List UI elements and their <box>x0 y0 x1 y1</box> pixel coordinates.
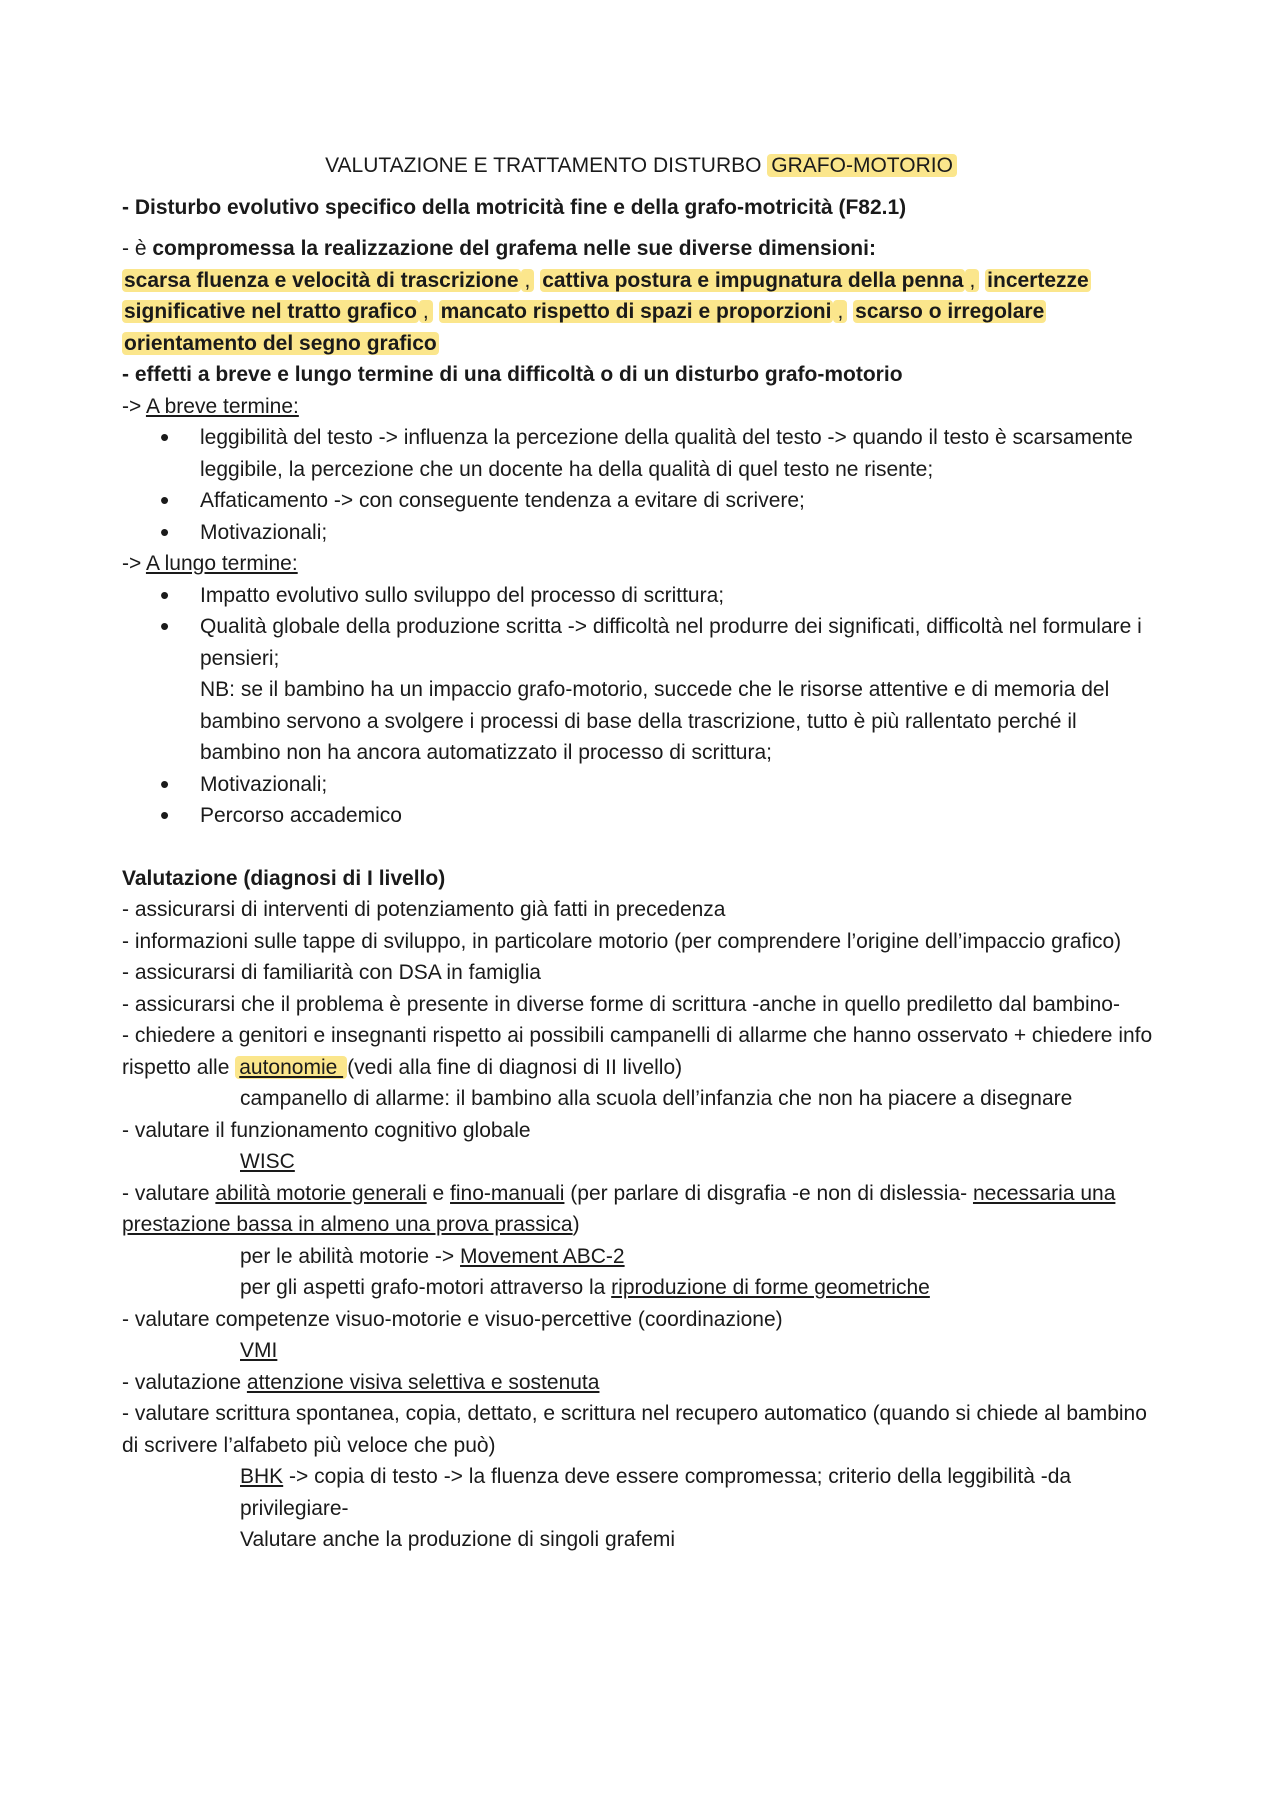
list-item: • Motivazionali; <box>200 517 1160 549</box>
spacer <box>122 223 1160 233</box>
valutazione-line: - assicurarsi di interventi di potenziamento già fatti in precedenza <box>122 898 726 921</box>
definition-text: - Disturbo evolutivo specifico della motricità fine e della grafo-motricità (F82.1) <box>122 195 907 219</box>
indented-note <box>122 1461 1160 1524</box>
long-term-prefix: -> <box>122 552 146 575</box>
paragraph-effetti <box>122 359 1160 391</box>
page-title <box>122 150 1160 182</box>
vmi-test: VMI <box>240 1339 278 1362</box>
wisc-test: WISC <box>240 1150 295 1173</box>
long-term-label: A lungo termine: <box>145 552 298 575</box>
line-text: - valutazione <box>122 1370 247 1394</box>
valutazione-line: - assicurarsi di familiarità con DSA in famiglia <box>122 961 541 984</box>
valutazione-heading <box>122 863 1160 895</box>
short-term-heading <box>122 391 1160 423</box>
list-item: • Percorso accademico <box>200 800 1160 832</box>
list-item: • Motivazionali; <box>200 769 1160 801</box>
symptom-d: mancato rispetto di spazi e proporzioni <box>440 300 832 323</box>
valutazione-line <box>122 1178 1160 1241</box>
nb-note: NB: se il bambino ha un impaccio grafo-motorio, succede che le risorse attentive e di memoria del bambino servono a svolgere i processi di base della trascrizione, tutto è più rallentato perché il bambino non ha ancora automatizzato il processo di scrittura; <box>200 678 1110 764</box>
indented-note <box>122 1241 1160 1273</box>
bhk-test: BHK <box>240 1465 284 1488</box>
symptom-e: scarso o irregolare orientamento del segno grafico <box>124 300 1045 355</box>
paragraph-definition <box>122 192 1160 224</box>
long-term-list <box>122 580 1160 832</box>
spacer <box>122 832 1160 863</box>
title-plain: VALUTAZIONE E TRATTAMENTO DISTURBO <box>325 154 768 177</box>
line-text: per gli aspetti grafo-motori attraverso la <box>240 1276 612 1299</box>
compromessa-bold: compromessa la realizzazione del grafema nelle sue diverse dimensioni: <box>152 237 876 260</box>
line-text: e <box>426 1181 451 1205</box>
short-term-label: A breve termine: <box>145 394 299 418</box>
underlined-term: fino-manuali <box>450 1181 565 1205</box>
comma-sep: , <box>833 300 847 323</box>
symptom-a: scarsa fluenza e velocità di trascrizione <box>124 268 519 292</box>
line-text: per le abilità motorie -> <box>240 1244 461 1268</box>
underlined-term: attenzione visiva selettiva e sostenuta <box>246 1370 600 1394</box>
paragraph-compromessa <box>122 233 1160 265</box>
list-item: • Affaticamento -> con conseguente tendenza a evitare di scrivere; <box>200 485 1160 517</box>
highlighted-symptoms <box>122 265 1160 360</box>
list-item: • Impatto evolutivo sullo sviluppo del processo di scrittura; <box>200 580 1160 612</box>
comma-sep: , <box>419 300 433 323</box>
line-text: (per parlare di disgrafia -e non di dislessia- <box>564 1181 973 1205</box>
list-item <box>200 611 1160 769</box>
long-term-heading <box>122 548 1160 580</box>
line-text: - chiedere a genitori e insegnanti rispetto ai possibili campanelli di allarme che hanno osservato + chiedere info rispetto alle <box>122 1024 1153 1079</box>
valutazione-line <box>122 1020 1160 1083</box>
list-item-text: Qualità globale della produzione scritta -> difficoltà nel produrre dei significati, difficoltà nel formulare i pensieri; <box>200 615 1142 670</box>
title-highlight: GRAFO-MOTORIO <box>767 154 957 177</box>
comma-sep: , <box>965 269 979 292</box>
indented-note <box>122 1335 1160 1367</box>
effetti-text: - effetti a breve e lungo termine di una difficoltà o di un disturbo grafo-motorio <box>122 363 903 386</box>
valutazione-heading-text: Valutazione (diagnosi di I livello) <box>122 866 446 890</box>
valutazione-line: - valutare competenze visuo-motorie e visuo-percettive (coordinazione) <box>122 1307 783 1331</box>
movement-abc-test: Movement ABC-2 <box>460 1244 625 1268</box>
indented-note: Valutare anche la produzione di singoli grafemi <box>240 1528 676 1551</box>
indented-note <box>122 1272 1160 1304</box>
underlined-term: riproduzione di forme geometriche <box>611 1276 930 1299</box>
symptom-c: incertezze significative nel tratto grafico <box>124 268 1089 323</box>
valutazione-line: - assicurarsi che il problema è presente in diverse forme di scrittura -anche in quello prediletto dal bambino- <box>122 992 1120 1016</box>
compromessa-prefix: - è <box>122 237 153 260</box>
short-term-prefix: -> <box>122 394 146 418</box>
short-term-list <box>122 422 1160 548</box>
valutazione-line: - valutare il funzionamento cognitivo globale <box>122 1118 531 1142</box>
line-text: - valutare <box>122 1181 216 1205</box>
valutazione-line: - informazioni sulle tappe di sviluppo, in particolare motorio (per comprendere l’origine dell’impaccio grafico) <box>122 929 1122 953</box>
indented-note <box>122 1146 1160 1178</box>
valutazione-line <box>122 1367 1160 1399</box>
underlined-term: necessaria una prestazione bassa in almeno una prova prassica <box>122 1181 1116 1236</box>
autonomie-link: autonomie <box>235 1056 347 1079</box>
underlined-term: abilità motorie generali <box>215 1181 427 1205</box>
indented-note: campanello di allarme: il bambino alla scuola dell’infanzia che non ha piacere a disegnare <box>240 1087 1073 1110</box>
line-text: (vedi alla fine di diagnosi di II livello) <box>347 1055 683 1079</box>
line-text: ) <box>572 1213 580 1236</box>
list-item: • leggibilità del testo -> influenza la percezione della qualità del testo -> quando il testo è scarsamente leggibile, la percezione che un docente ha della qualità di quel testo ne risente; <box>200 422 1160 485</box>
line-text: -> copia di testo -> la fluenza deve essere compromessa; criterio della leggibilità -da privilegiare- <box>240 1465 1072 1520</box>
symptom-b: cattiva postura e impugnatura della penna <box>542 268 964 292</box>
valutazione-line: - valutare scrittura spontanea, copia, dettato, e scrittura nel recupero automatico (quando si chiede al bambino di scrivere l’alfabeto più veloce che può) <box>122 1402 1147 1457</box>
comma-sep: , <box>521 269 535 292</box>
